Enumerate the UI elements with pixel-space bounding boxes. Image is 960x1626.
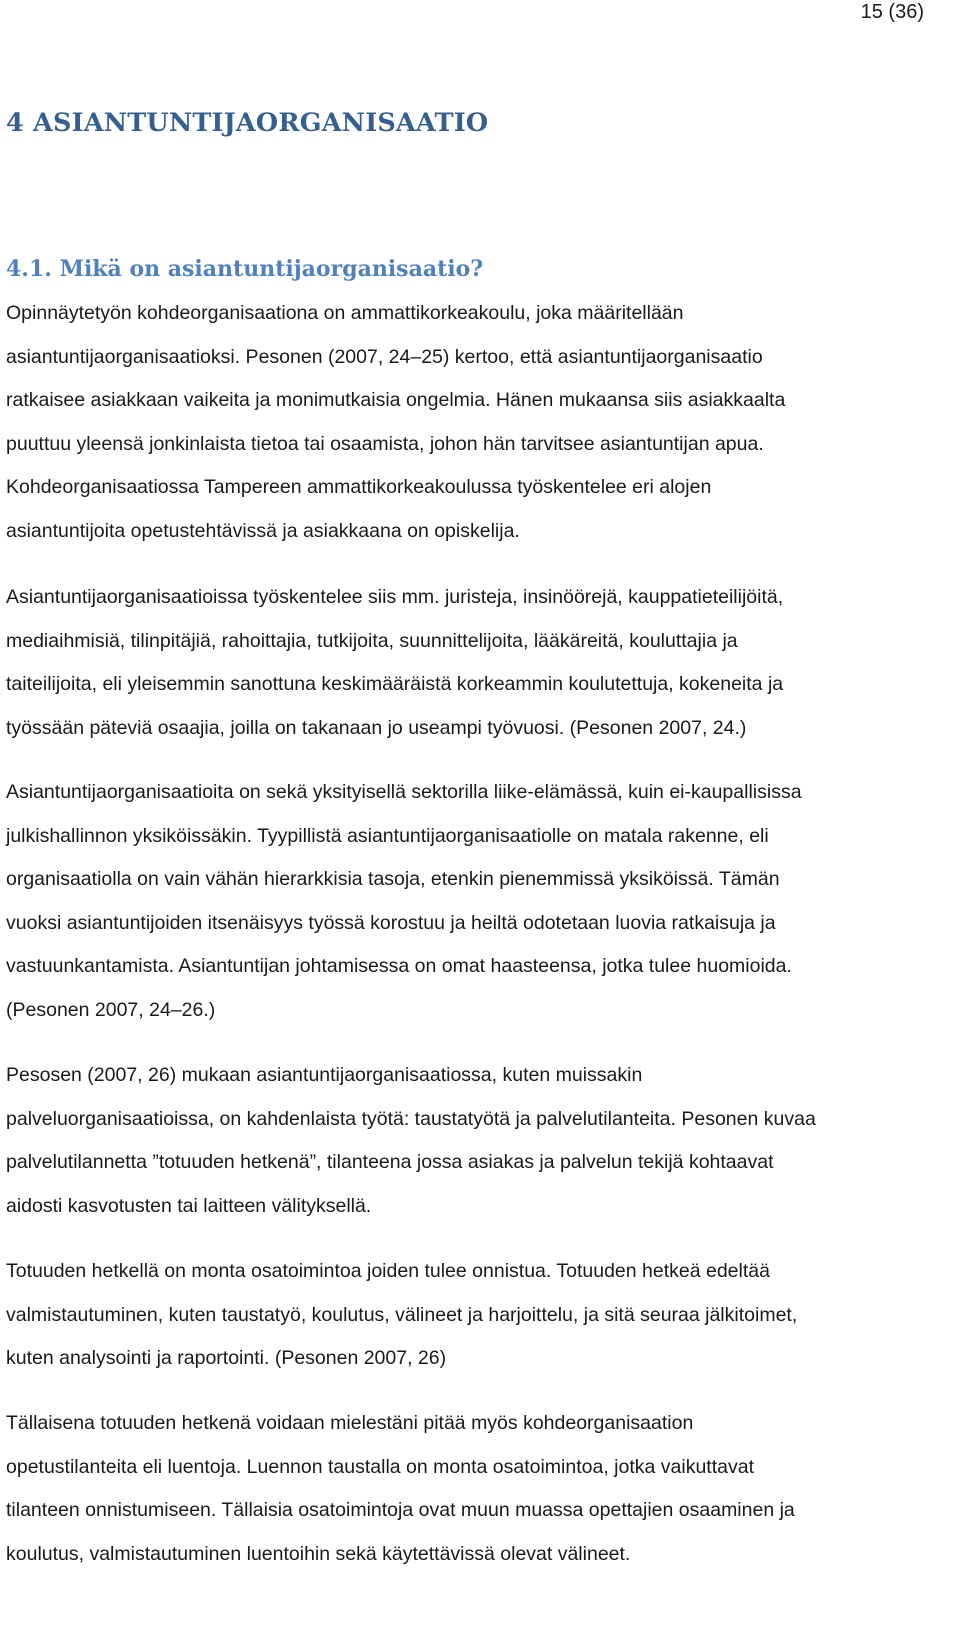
section-heading: 4.1. Mikä on asiantuntijaorganisaatio? <box>6 256 484 282</box>
chapter-heading: 4 ASIANTUNTIJAORGANISAATIO <box>6 108 489 138</box>
paragraph-4 <box>6 1054 926 1228</box>
text-line: palvelutilannetta ”totuuden hetkenä”, tilanteena jossa asiakas ja palvelun tekijä kohtaavat <box>6 1151 774 1174</box>
text-line: (Pesonen 2007, 24–26.) <box>6 998 216 1021</box>
text-line: Opinnäytetyön kohdeorganisaationa on ammattikorkeakoulu, joka määritellään <box>6 302 684 324</box>
paragraph-5 <box>6 1250 926 1381</box>
text-line: aidosti kasvotusten tai laitteen välityksellä. <box>6 1194 372 1217</box>
text-line: Asiantuntijaorganisaatioita on sekä yksityisellä sektorilla liike-elämässä, kuin ei-kaupallisissa <box>6 781 802 803</box>
text-line: tilanteen onnistumiseen. Tällaisia osatoimintoja ovat muun muassa opettajien osaaminen ja <box>6 1499 795 1522</box>
text-line: organisaatiolla on vain vähän hierarkkisia tasoja, etenkin pienemmissä yksiköissä. Tämän <box>6 868 780 891</box>
page-number: 15 (36) <box>860 1 924 23</box>
text-line: työssään päteviä osaajia, joilla on takanaan jo useampi työvuosi. (Pesonen 2007, 24.) <box>6 716 747 739</box>
text-line: asiantuntijaorganisaatioksi. Pesonen (2007, 24–25) kertoo, että asiantuntijaorganisaatio <box>6 345 763 368</box>
text-line: opetustilanteita eli luentoja. Luennon taustalla on monta osatoimintoa, jotka vaikuttavat <box>6 1455 754 1478</box>
text-line: kuten analysointi ja raportointi. (Pesonen 2007, 26) <box>6 1347 447 1370</box>
text-line: julkishallinnon yksiköissäkin. Tyypillistä asiantuntijaorganisaatiolle on matala rakenne, eli <box>6 824 769 847</box>
text-line: Kohdeorganisaatiossa Tampereen ammattikorkeakoulussa työskentelee eri alojen <box>6 476 712 499</box>
text-line: Asiantuntijaorganisaatioissa työskentelee siis mm. juristeja, insinöörejä, kauppatieteilijöitä, <box>6 586 784 608</box>
text-line: vuoksi asiantuntijoiden itsenäisyys työssä korostuu ja heiltä odotetaan luovia ratkaisuja ja <box>6 911 776 934</box>
text-line: valmistautuminen, kuten taustatyö, koulutus, välineet ja harjoittelu, ja sitä seuraa jälkitoimet, <box>6 1303 798 1326</box>
paragraph-2 <box>6 576 926 750</box>
text-line: asiantuntijoita opetustehtävissä ja asiakkaana on opiskelija. <box>6 519 520 542</box>
text-line: taiteilijoita, eli yleisemmin sanottuna keskimääräistä korkeammin koulutettuja, kokeneita ja <box>6 673 784 696</box>
paragraph-1 <box>6 292 926 554</box>
text-line: ratkaisee asiakkaan vaikeita ja monimutkaisia ongelmia. Hänen mukaansa siis asiakkaalta <box>6 389 786 412</box>
text-line: puuttuu yleensä jonkinlaista tietoa tai osaamista, johon hän tarvitsee asiantuntijan apua. <box>6 432 764 455</box>
text-line: vastuunkantamista. Asiantuntijan johtamisessa on omat haasteensa, jotka tulee huomioida. <box>6 955 792 978</box>
text-line: Pesosen (2007, 26) mukaan asiantuntijaorganisaatiossa, kuten muissakin <box>6 1064 643 1086</box>
text-line: mediaihmisiä, tilinpitäjiä, rahoittajia, tutkijoita, suunnittelijoita, lääkäreitä, kouluttajia ja <box>6 629 738 652</box>
text-line: palveluorganisaatioissa, on kahdenlaista työtä: taustatyötä ja palvelutilanteita. Pesonen kuvaa <box>6 1107 816 1130</box>
text-line: Tällaisena totuuden hetkenä voidaan mielestäni pitää myös kohdeorganisaation <box>6 1412 694 1434</box>
text-line: Totuuden hetkellä on monta osatoimintoa joiden tulee onnistua. Totuuden hetkeä edeltää <box>6 1260 770 1282</box>
paragraph-3 <box>6 771 926 1033</box>
text-line: koulutus, valmistautuminen luentoihin sekä käytettävissä olevat välineet. <box>6 1542 631 1565</box>
paragraph-6 <box>6 1402 926 1576</box>
